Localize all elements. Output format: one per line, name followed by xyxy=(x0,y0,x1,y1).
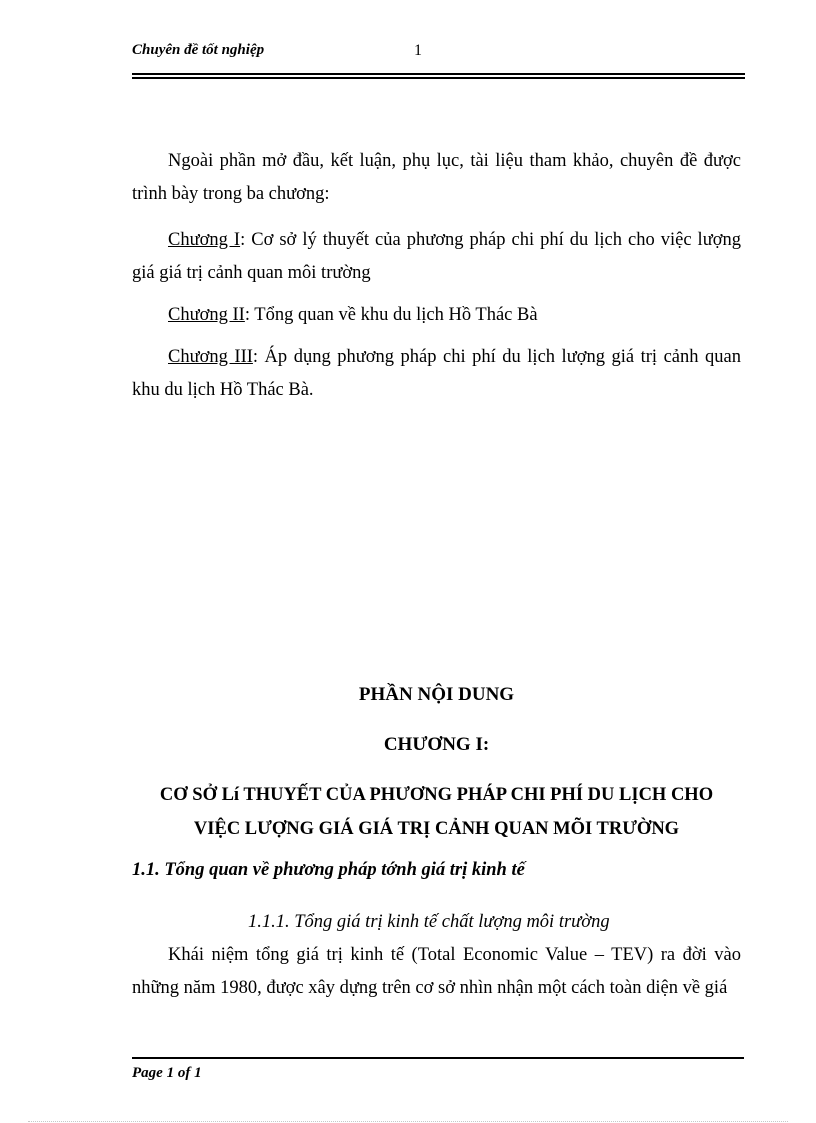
section-heading-1-1-1: 1.1.1. Tổng giá trị kinh tế chất lượng môi trường xyxy=(248,912,610,932)
chapter-title: CHƯƠNG I: xyxy=(383,734,490,755)
chapter-subtitle-line-1: CƠ SỞ Lí THUYẾT CỦA PHƯƠNG PHÁP CHI PHÍ DU LỊCH CHO xyxy=(159,785,714,805)
footer-page-info: Page 1 of 1 xyxy=(132,1065,202,1081)
header-rule-top xyxy=(132,73,745,75)
part-title: PHẦN NỘI DUNG xyxy=(358,684,515,705)
page-bottom-border xyxy=(28,1121,788,1122)
header-rule-bottom xyxy=(132,77,745,79)
section-heading-1-1: 1.1. Tổng quan về phương pháp tớnh giá trị kinh tế xyxy=(132,860,525,880)
chapter-3-text: : Áp dụng phương pháp chi phí du lịch lượng giá trị cảnh quan khu du lịch Hồ Thác Bà. xyxy=(132,347,741,400)
chapter-subtitle xyxy=(132,778,741,846)
header-page-number: 1 xyxy=(414,42,422,59)
chapter-2-summary xyxy=(132,299,741,332)
chapter-2-text: : Tổng quan về khu du lịch Hồ Thác Bà xyxy=(244,305,538,325)
tev-paragraph: Khái niệm tổng giá trị kinh tế (Total Economic Value – TEV) ra đời vào những năm 1980, được xây dựng trên cơ sở nhìn nhận một cách toàn diện về giá xyxy=(132,945,741,998)
chapter-3-summary xyxy=(132,341,741,407)
header-title: Chuyên đề tốt nghiệp xyxy=(132,42,265,58)
chapter-2-label: Chương II xyxy=(168,305,245,325)
page-header xyxy=(132,42,744,66)
chapter-subtitle-line-2: VIỆC LƯỢNG GIÁ GIÁ TRỊ CẢNH QUAN MÕI TRƯỜNG xyxy=(193,819,680,839)
intro-paragraph: Ngoài phần mở đầu, kết luận, phụ lục, tài liệu tham khảo, chuyên đề được trình bày trong ba chương: xyxy=(132,151,741,204)
chapter-3-label: Chương III xyxy=(168,347,253,367)
chapter-1-summary xyxy=(132,224,741,290)
chapter-1-label: Chương I xyxy=(168,230,241,250)
chapter-1-text: : Cơ sở lý thuyết của phương pháp chi phí du lịch cho việc lượng giá giá trị cảnh quan môi trường xyxy=(132,230,741,283)
footer-rule xyxy=(132,1057,744,1059)
